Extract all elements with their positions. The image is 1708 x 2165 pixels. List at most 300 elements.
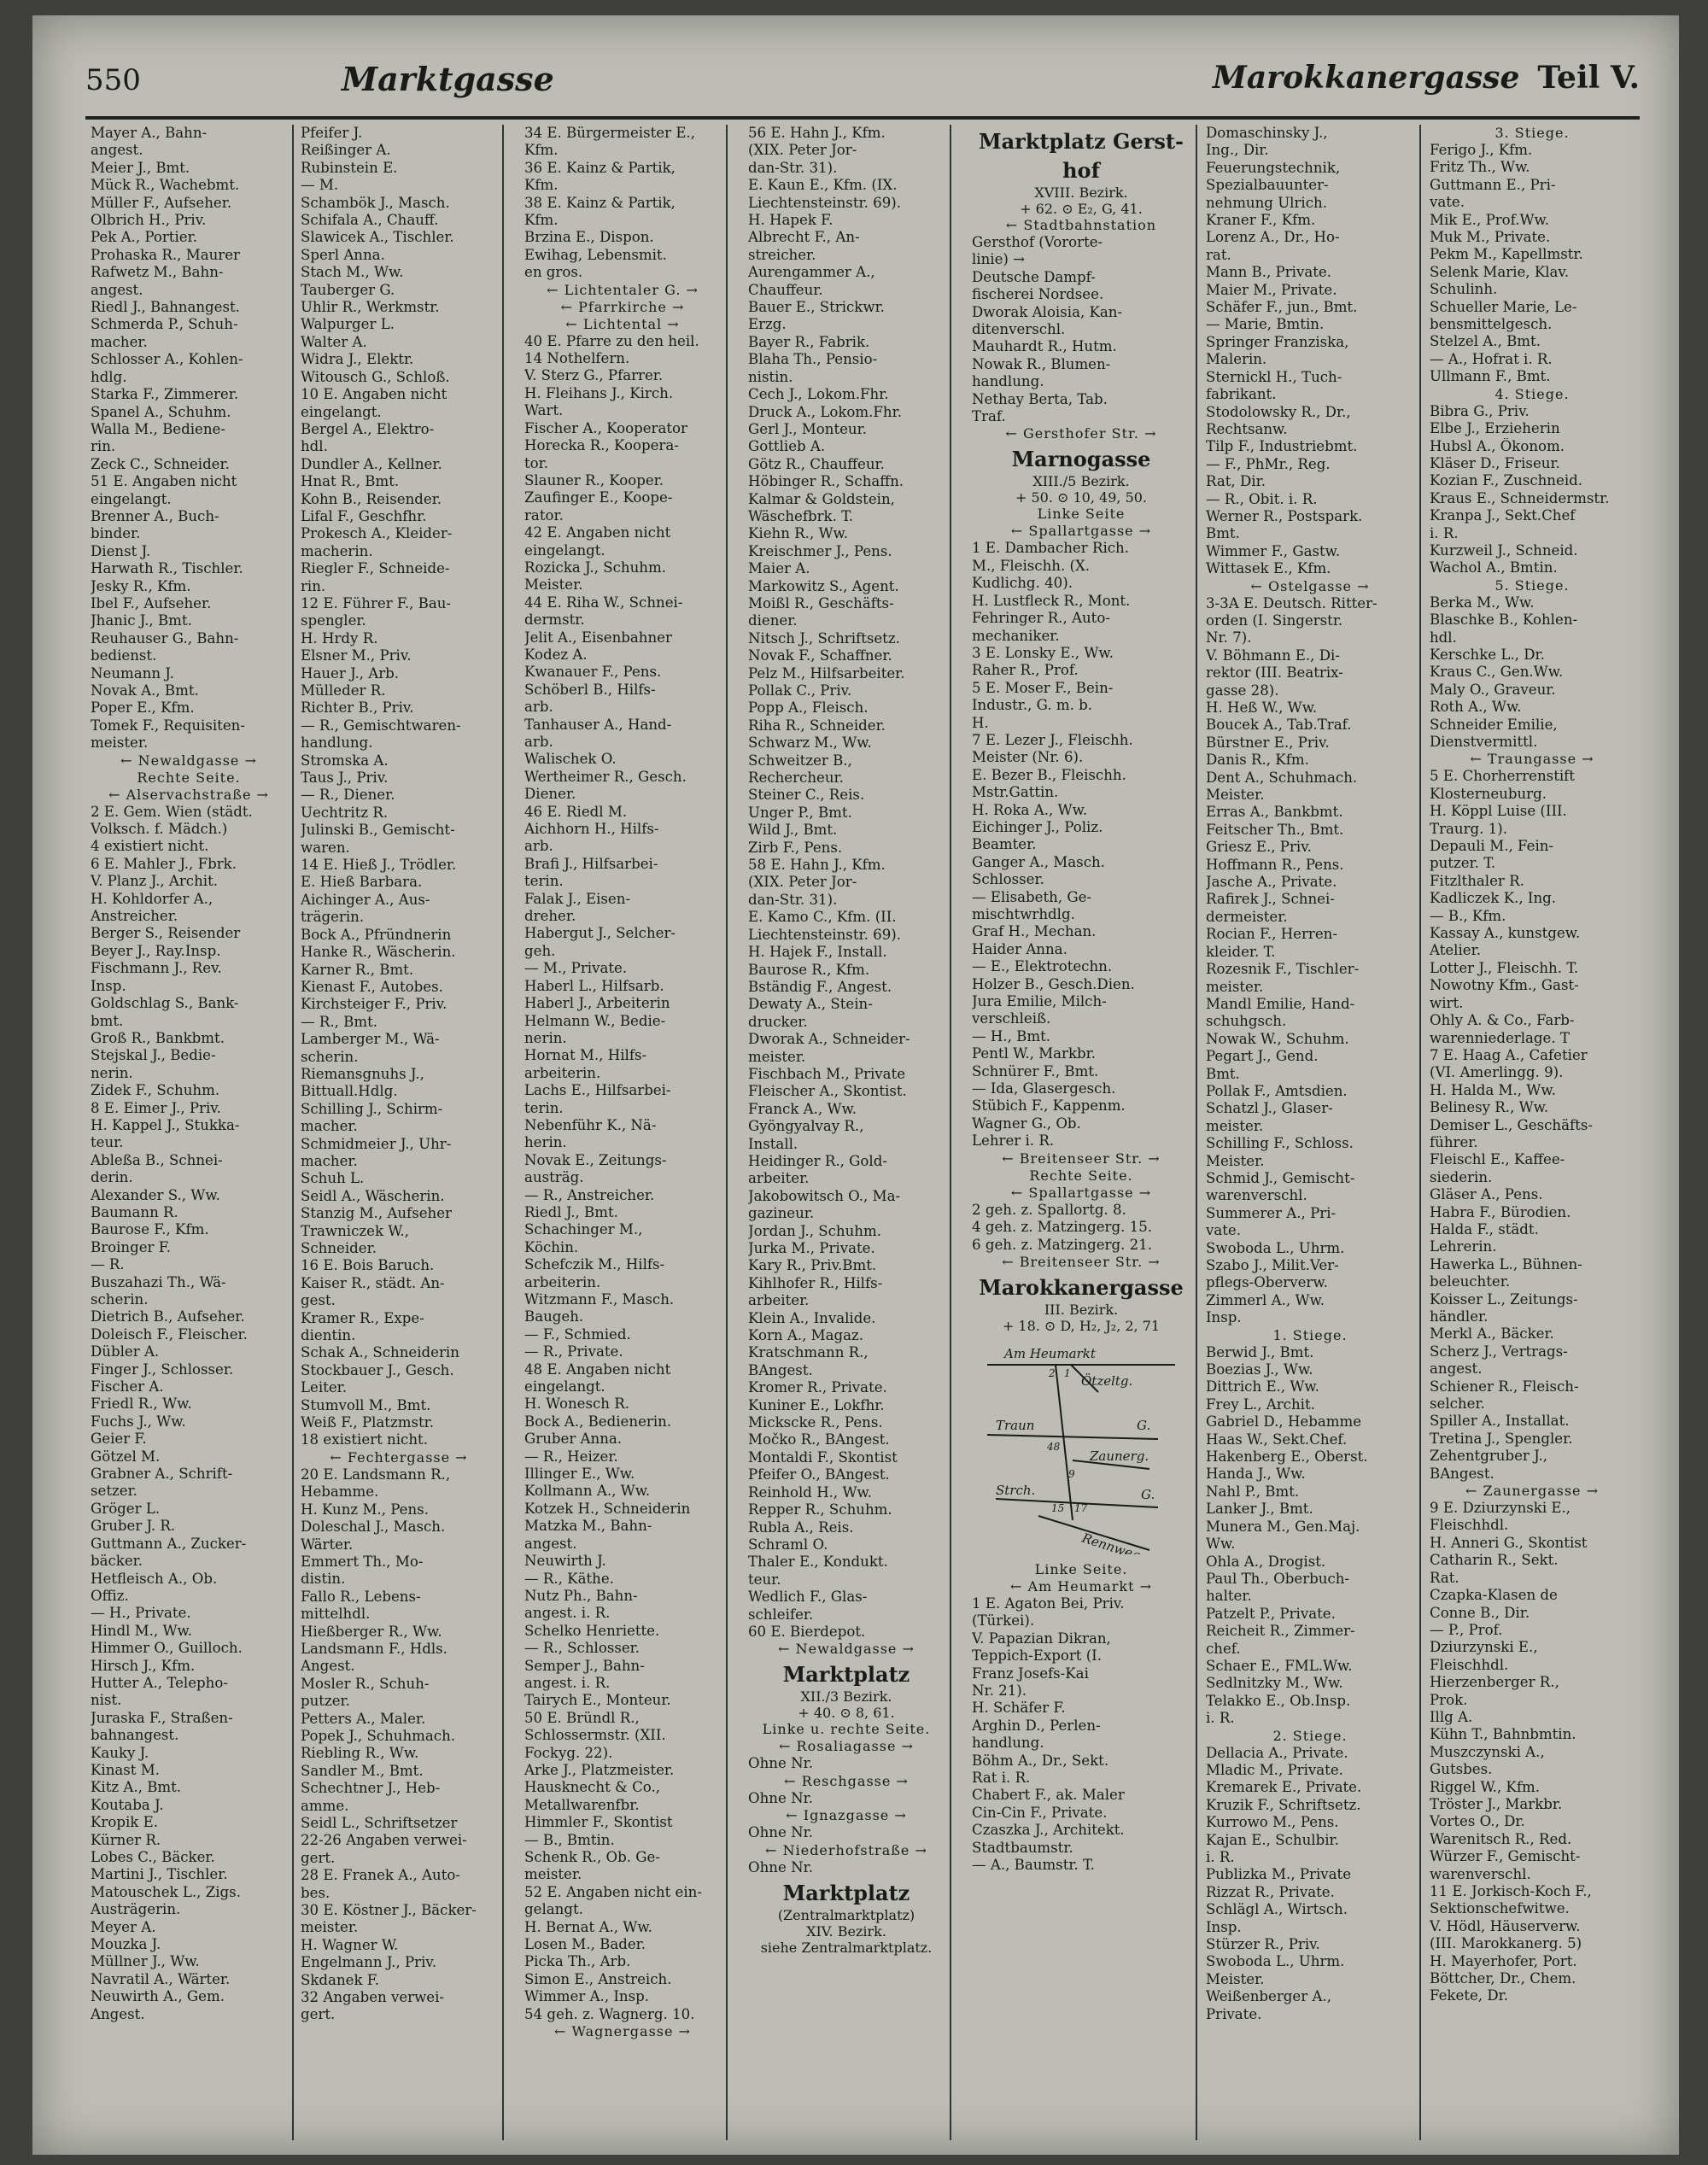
- directory-line: putzer.: [301, 1693, 350, 1710]
- directory-line: Meister.: [524, 576, 583, 594]
- directory-line: Domaschinsky J.,: [1206, 125, 1328, 141]
- directory-line: Publizka M., Private: [1206, 1866, 1352, 1883]
- directory-line: arbeiter.: [748, 1170, 810, 1187]
- directory-line: distin.: [301, 1571, 346, 1588]
- directory-line: Metallwarenfbr.: [524, 1796, 640, 1813]
- directory-line: Riebling R., Ww.: [301, 1745, 419, 1762]
- directory-line: ← Breitenseer Str. →: [1002, 1150, 1161, 1167]
- directory-line: bes.: [301, 1884, 330, 1901]
- directory-line: Hebamme.: [301, 1483, 379, 1501]
- directory-line: diener.: [748, 612, 798, 629]
- directory-line: Schulinh.: [1430, 281, 1498, 298]
- directory-line: 1 E. Agaton Bei, Priv.: [972, 1594, 1125, 1612]
- directory-line: gest.: [301, 1292, 336, 1309]
- directory-line: 11 E. Jorkisch-Koch F.,: [1430, 1883, 1592, 1899]
- directory-line: Fekete, Dr.: [1430, 1987, 1509, 2004]
- directory-line: scherin.: [91, 1291, 149, 1308]
- directory-line: pflegs-Oberverw.: [1206, 1274, 1328, 1291]
- directory-line: Ewihag, Lebensmit.: [524, 246, 667, 263]
- directory-line: Gerl J., Monteur.: [748, 420, 868, 437]
- directory-line: gert.: [301, 1849, 336, 1866]
- directory-line: Swoboda L., Uhrm.: [1206, 1239, 1345, 1256]
- directory-line: Korn A., Magaz.: [748, 1327, 864, 1344]
- directory-line: Tauberger G.: [301, 281, 395, 298]
- directory-line: Slauner R., Kooper.: [524, 471, 664, 489]
- directory-line: Močko R., BAngest.: [748, 1431, 890, 1448]
- directory-line: Stejskal J., Bedie-: [91, 1047, 216, 1064]
- directory-line: Schambök J., Masch.: [301, 194, 450, 211]
- directory-line: Tilp F., Industriebmt.: [1206, 438, 1358, 455]
- directory-line: handlung.: [301, 734, 373, 752]
- directory-line: Offiz.: [91, 1587, 129, 1604]
- directory-line: Nowak W., Schuhm.: [1206, 1030, 1349, 1047]
- directory-line: Kruzik F., Schriftsetz.: [1206, 1796, 1361, 1813]
- directory-line: Wagner G., Ob.: [972, 1115, 1081, 1132]
- directory-line: putzer. T.: [1430, 855, 1496, 872]
- directory-line: fischerei Nordsee.: [972, 286, 1104, 303]
- directory-line: 30 E. Köstner J., Bäcker-: [301, 1902, 477, 1919]
- directory-line: Petters A., Maler.: [301, 1710, 426, 1727]
- directory-line: Rubla A., Reis.: [748, 1518, 854, 1536]
- directory-line: Riedl J., Bmt.: [524, 1203, 618, 1220]
- directory-line: halter.: [1206, 1588, 1252, 1605]
- directory-line: Schenk R., Ob. Ge-: [524, 1849, 660, 1865]
- directory-line: nehmung Ulrich.: [1206, 194, 1327, 211]
- directory-line: Mickscke R., Pens.: [748, 1414, 883, 1431]
- directory-line: — R., Heizer.: [524, 1448, 618, 1465]
- directory-line: — R., Diener.: [301, 787, 395, 804]
- directory-line: Seidl L., Schriftsetzer: [301, 1815, 458, 1831]
- directory-line: Götzel M.: [91, 1448, 161, 1465]
- directory-line: händler.: [1430, 1308, 1489, 1325]
- directory-line: Danis R., Kfm.: [1206, 752, 1309, 769]
- directory-line: Goldschlag S., Bank-: [91, 995, 239, 1012]
- directory-line: Schefczik M., Hilfs-: [524, 1256, 665, 1273]
- directory-line: Götz R., Chauffeur.: [748, 455, 885, 472]
- directory-line: Catharin R., Sekt.: [1430, 1552, 1559, 1569]
- directory-line: Kozian F., Zuschneid.: [1430, 472, 1583, 489]
- directory-line: Industr., G. m. b.: [972, 697, 1093, 714]
- directory-line: bäcker.: [91, 1553, 143, 1570]
- directory-line: Novak F., Schaffner.: [748, 647, 892, 664]
- directory-line: Wäschefbrk. T.: [748, 507, 854, 524]
- directory-line: Elsner M., Priv.: [301, 647, 412, 664]
- directory-line: Stumvoll M., Bmt.: [301, 1396, 431, 1413]
- directory-line: ← Breitenseer Str. →: [1002, 1253, 1161, 1270]
- directory-line: Kraus C., Gen.Ww.: [1430, 664, 1564, 681]
- directory-line: Popek J., Schuhmach.: [301, 1727, 456, 1744]
- directory-line: meister.: [524, 1866, 582, 1883]
- directory-line: Boezias J., Ww.: [1206, 1361, 1313, 1378]
- directory-line: Mik E., Prof.Ww.: [1430, 211, 1550, 228]
- directory-line: Koisser L., Zeitungs-: [1430, 1290, 1578, 1308]
- directory-line: Horecka R., Koopera-: [524, 437, 679, 454]
- directory-line: Neumann J.: [91, 664, 174, 682]
- directory-line: Steiner C., Reis.: [748, 787, 865, 804]
- directory-line: Bock A., Pfründnerin: [301, 926, 452, 943]
- directory-line: Prokesch A., Kleider-: [301, 525, 453, 542]
- directory-line: Walpurger L.: [301, 316, 395, 333]
- directory-line: H. Anneri G., Skontist: [1430, 1534, 1588, 1551]
- directory-line: Wachol A., Bmtin.: [1430, 559, 1558, 576]
- directory-line: Prok.: [1430, 1691, 1468, 1708]
- directory-line: terin.: [524, 1099, 564, 1116]
- column-4: [743, 125, 951, 2140]
- directory-line: — B., Bmtin.: [524, 1831, 615, 1848]
- directory-line: Zidek F., Schuhm.: [91, 1082, 220, 1099]
- directory-line: 54 geh. z. Wagnerg. 10.: [524, 2005, 695, 2022]
- directory-line: Schwarz M., Ww.: [748, 734, 872, 752]
- directory-line: Griesz E., Priv.: [1206, 839, 1312, 856]
- directory-line: eingelangt.: [91, 490, 172, 507]
- directory-line: Kurzweil J., Schneid.: [1430, 541, 1578, 559]
- directory-line: H. Köppl Luise (III.: [1430, 803, 1567, 820]
- directory-line: Schmerda P., Schuh-: [91, 316, 238, 333]
- directory-line: 22-26 Angaben verwei-: [301, 1832, 467, 1849]
- directory-line: Schraml O.: [748, 1536, 828, 1553]
- directory-line: Kassay A., kunstgew.: [1430, 925, 1581, 942]
- directory-line: Haberl J., Arbeiterin: [524, 995, 670, 1012]
- directory-line: Werner R., Postspark.: [1206, 507, 1363, 524]
- directory-line: Sektionschefwitwe.: [1430, 1900, 1570, 1917]
- directory-line: Riegler F., Schneide-: [301, 560, 450, 577]
- directory-line: — B., Kfm.: [1430, 907, 1506, 924]
- directory-line: Witzmann F., Masch.: [524, 1291, 675, 1308]
- directory-line: Rat, Dir.: [1206, 473, 1266, 490]
- directory-line: (Zentralmarktplatz): [777, 1906, 915, 1923]
- directory-line: Lehrer i. R.: [972, 1132, 1055, 1150]
- directory-line: Bürstner E., Priv.: [1206, 734, 1330, 751]
- directory-line: 50 E. Bründl R.,: [524, 1709, 640, 1726]
- directory-line: i. R.: [1206, 1849, 1235, 1865]
- directory-line: Dziurzynski E.,: [1430, 1639, 1538, 1656]
- directory-line: Falak J., Eisen-: [524, 890, 631, 907]
- directory-line: setzer.: [91, 1483, 137, 1500]
- directory-line: III. Bezirk.: [1044, 1301, 1119, 1318]
- directory-line: Müller F., Aufseher.: [91, 194, 232, 211]
- directory-line: H. Mayerhofer, Port.: [1430, 1952, 1577, 1969]
- directory-line: Marokkanergasse: [979, 1274, 1184, 1300]
- directory-line: Kfm.: [524, 212, 559, 229]
- directory-line: Losen M., Bader.: [524, 1936, 646, 1953]
- map-label-heumarkt: Am Heumarkt: [1004, 1345, 1096, 1361]
- directory-line: Baurose R., Kfm.: [748, 961, 870, 978]
- directory-line: Kirchsteiger F., Priv.: [301, 996, 447, 1013]
- directory-line: Gutsbes.: [1430, 1761, 1493, 1778]
- directory-line: 18 existiert nicht.: [301, 1431, 428, 1448]
- directory-line: macher.: [301, 1118, 358, 1135]
- directory-line: Habergut J., Selcher-: [524, 925, 676, 942]
- directory-line: Landsmann F., Hdls.: [301, 1640, 447, 1657]
- directory-line: 38 E. Kainz & Partik,: [524, 194, 676, 211]
- directory-line: V. Böhmann E., Di-: [1206, 647, 1340, 664]
- directory-line: Kiehn R., Ww.: [748, 525, 849, 542]
- directory-line: Jelit A., Eisenbahner: [524, 629, 672, 646]
- directory-line: Hoffmann R., Pens.: [1206, 856, 1344, 873]
- directory-line: Paul Th., Oberbuch-: [1206, 1570, 1350, 1587]
- directory-line: verschleiß.: [972, 1010, 1051, 1027]
- directory-line: eingelangt.: [301, 403, 382, 420]
- directory-line: Selenk Marie, Klav.: [1430, 263, 1570, 280]
- directory-line: Marktplatz Gerst-: [979, 129, 1184, 154]
- directory-line: Böhm A., Dr., Sekt.: [972, 1752, 1109, 1769]
- directory-line: Schmidmeier J., Uhr-: [301, 1135, 452, 1152]
- directory-line: Habra F., Bürodien.: [1430, 1203, 1571, 1220]
- directory-line: Meister.: [1206, 1152, 1265, 1169]
- directory-line: Kläser D., Friseur.: [1430, 454, 1560, 471]
- directory-line: rektor (III. Beatrix-: [1206, 664, 1343, 682]
- directory-line: Schuh L.: [301, 1170, 365, 1187]
- directory-line: — M.: [301, 177, 339, 194]
- column-3: [519, 125, 728, 2140]
- page-header: [85, 56, 1640, 120]
- directory-line: — Marie, Bmtin.: [1206, 316, 1325, 333]
- directory-line: Lifal F., Geschfhr.: [301, 507, 427, 524]
- directory-line: Schifala A., Chauff.: [301, 212, 439, 229]
- directory-line: Mstr.Gattin.: [972, 784, 1059, 801]
- directory-line: + 50. ⊙ 10, 49, 50.: [1015, 489, 1148, 506]
- directory-line: Patzelt P., Private.: [1206, 1605, 1336, 1622]
- directory-line: ← Reschgasse →: [784, 1772, 909, 1789]
- directory-line: — R., Anstreicher.: [524, 1186, 655, 1203]
- directory-line: Rocian F., Herren-: [1206, 926, 1337, 943]
- directory-line: Frey L., Archit.: [1206, 1396, 1315, 1413]
- directory-line: Schatzl J., Glaser-: [1206, 1100, 1333, 1117]
- directory-line: Kürner R.: [91, 1831, 161, 1848]
- directory-line: austräg.: [524, 1169, 584, 1186]
- directory-line: Gottlieb A.: [748, 438, 826, 455]
- directory-line: Kollmann A., Ww.: [524, 1483, 651, 1500]
- directory-line: herin.: [524, 1134, 567, 1151]
- directory-line: — R., Käthe.: [524, 1570, 614, 1587]
- directory-line: Maier A.: [748, 560, 810, 577]
- directory-line: Pek A., Portier.: [91, 229, 197, 246]
- directory-line: ← Lichtental →: [565, 315, 680, 332]
- directory-line: Reinhold H., Ww.: [748, 1483, 873, 1501]
- directory-line: teur.: [748, 1571, 781, 1588]
- directory-line: Fitzlthaler R.: [1430, 872, 1524, 889]
- map-number-2: 2: [1049, 1366, 1056, 1379]
- directory-line: — R., Private.: [524, 1343, 623, 1360]
- directory-line: Beamter.: [972, 836, 1037, 853]
- directory-line: + 40. ⊙ 8, 61.: [798, 1705, 895, 1722]
- directory-line: H. Lustfleck R., Mont.: [972, 592, 1131, 609]
- directory-line: Hakenberg E., Oberst.: [1206, 1448, 1368, 1466]
- directory-line: Schlägl A., Wirtsch.: [1206, 1901, 1348, 1918]
- directory-line: Hirsch J., Kfm.: [91, 1657, 196, 1674]
- directory-line: Dübler A.: [91, 1343, 160, 1360]
- part-label: Teil V.: [1537, 60, 1640, 96]
- directory-line: Install.: [748, 1135, 798, 1152]
- directory-line: Julinski B., Gemischt-: [301, 822, 455, 839]
- directory-line: Picka Th., Arb.: [524, 1953, 631, 1970]
- directory-line: Hauer J., Arb.: [301, 664, 400, 682]
- directory-line: Blaha Th., Pensio-: [748, 351, 878, 368]
- directory-line: Vortes O., Dr.: [1430, 1813, 1525, 1830]
- directory-line: Lehrerin.: [1430, 1238, 1497, 1255]
- directory-line: Marktplatz: [782, 1662, 910, 1688]
- directory-line: Höbinger R., Schaffn.: [748, 473, 904, 490]
- directory-line: Cin-Cin F., Private.: [972, 1804, 1108, 1821]
- directory-line: Baumann R.: [91, 1203, 178, 1220]
- directory-line: Finger J., Schlosser.: [91, 1360, 234, 1378]
- directory-line: Guttmann A., Zucker-: [91, 1535, 247, 1552]
- directory-line: Gröger L.: [91, 1500, 161, 1517]
- directory-line: Depauli M., Fein-: [1430, 838, 1554, 855]
- left-running-title: Marktgasse: [342, 60, 554, 98]
- directory-line: handlung.: [972, 1735, 1044, 1752]
- directory-line: Kraner F., Kfm.: [1206, 212, 1316, 229]
- directory-line: Brzina E., Dispon.: [524, 229, 654, 246]
- map-number-17: 17: [1074, 1501, 1088, 1514]
- directory-line: Beyer J., Ray.Insp.: [91, 942, 221, 959]
- directory-line: Pentl W., Markbr.: [972, 1045, 1097, 1062]
- directory-line: Munera M., Gen.Maj.: [1206, 1518, 1360, 1535]
- directory-line: beleuchter.: [1430, 1273, 1511, 1290]
- directory-line: 1. Stiege.: [1272, 1326, 1348, 1343]
- directory-line: Kromer R., Private.: [748, 1379, 887, 1396]
- directory-line: Roth A., Ww.: [1430, 699, 1522, 716]
- directory-line: meister.: [1206, 1117, 1264, 1134]
- directory-line: warenverschl.: [1430, 1865, 1531, 1882]
- directory-line: V. Hödl, Häuserverw.: [1430, 1917, 1581, 1934]
- directory-line: hdl.: [1430, 629, 1457, 646]
- directory-line: selcher.: [1430, 1396, 1485, 1413]
- directory-line: Olbrich H., Priv.: [91, 212, 207, 229]
- directory-line: Kranpa J., Sekt.Chef: [1430, 507, 1576, 524]
- directory-line: E. Hieß Barbara.: [301, 874, 423, 891]
- directory-line: Matzka M., Bahn-: [524, 1518, 652, 1535]
- directory-line: 2 geh. z. Spallortg. 8.: [972, 1201, 1126, 1218]
- directory-line: i. R.: [1206, 1710, 1235, 1727]
- directory-line: Repper R., Schuhm.: [748, 1501, 892, 1518]
- directory-line: Kaiser R., städt. An-: [301, 1274, 445, 1291]
- directory-line: dermstr.: [524, 611, 585, 629]
- directory-line: 2. Stiege.: [1272, 1727, 1348, 1744]
- directory-line: Tairych E., Monteur.: [524, 1692, 671, 1709]
- directory-line: Kihlhofer R., Hilfs-: [748, 1274, 883, 1291]
- directory-line: Berger S., Reisender: [91, 925, 241, 942]
- directory-line: Sandler M., Bmt.: [301, 1762, 424, 1779]
- directory-line: 7 E. Haag A., Cafetier: [1430, 1046, 1588, 1063]
- directory-line: 32 Angaben verwei-: [301, 1989, 445, 2006]
- directory-line: Alexander S., Ww.: [91, 1186, 220, 1203]
- directory-line: dreher.: [524, 908, 576, 925]
- directory-line: macher.: [91, 333, 148, 350]
- directory-line: Ohla A., Drogist.: [1206, 1553, 1326, 1570]
- directory-line: 36 E. Kainz & Partik,: [524, 159, 676, 176]
- directory-line: Kühn T., Bahnbmtin.: [1430, 1726, 1576, 1743]
- directory-line: Haas W., Sekt.Chef.: [1206, 1431, 1348, 1448]
- directory-line: Erzg.: [748, 316, 787, 333]
- map-label-rennweg: Rennweg: [1079, 1530, 1143, 1554]
- directory-line: Ibel F., Aufseher.: [91, 594, 212, 611]
- directory-line: Harwath R., Tischler.: [91, 560, 243, 577]
- directory-line: eingelangt.: [524, 1378, 605, 1396]
- directory-line: vate.: [1206, 1222, 1242, 1239]
- directory-line: 12 E. Führer F., Bau-: [301, 594, 452, 611]
- directory-line: Poper E., Kfm.: [91, 699, 195, 717]
- directory-line: derin.: [91, 1169, 133, 1186]
- directory-line: Maier M., Private.: [1206, 281, 1337, 298]
- directory-line: Uhlir R., Werkmstr.: [301, 299, 440, 316]
- directory-line: Kramer R., Expe-: [301, 1309, 424, 1326]
- directory-line: Kwanauer F., Pens.: [524, 664, 662, 681]
- directory-line: Riedl J., Bahnangest.: [91, 299, 240, 316]
- directory-line: Mayer A., Bahn-: [91, 125, 208, 141]
- directory-line: ← Spallartgasse →: [1010, 523, 1152, 540]
- map-label-strch: Strch.: [996, 1482, 1036, 1498]
- directory-line: Volksch. f. Mädch.): [91, 821, 228, 838]
- directory-line: Moißl R., Geschäfts-: [748, 594, 894, 611]
- directory-line: Elbe J., Erzieherin: [1430, 420, 1560, 437]
- directory-line: angest.: [91, 281, 143, 298]
- directory-line: 3-3A E. Deutsch. Ritter-: [1206, 594, 1378, 611]
- directory-line: tor.: [524, 454, 549, 471]
- directory-line: E. Kamo C., Kfm. (II.: [748, 909, 897, 926]
- directory-line: Lanker J., Bmt.: [1206, 1501, 1313, 1518]
- directory-line: Ohne Nr.: [748, 1755, 813, 1772]
- directory-line: 8 E. Eimer J., Priv.: [91, 1099, 221, 1116]
- directory-line: Gyöngyalvay R.,: [748, 1118, 864, 1135]
- directory-line: Guttmann E., Pri-: [1430, 176, 1556, 193]
- directory-line: Kropik E.: [91, 1814, 158, 1831]
- directory-line: H. Wonesch R.: [524, 1396, 629, 1413]
- directory-line: 44 E. Riha W., Schnei-: [524, 594, 683, 611]
- directory-line: Schilling F., Schloss.: [1206, 1135, 1354, 1152]
- directory-line: Mück R., Wachebmt.: [91, 177, 240, 194]
- directory-line: Schäfer F., jun., Bmt.: [1206, 299, 1358, 316]
- directory-line: (XIX. Peter Jor-: [748, 142, 857, 159]
- directory-line: Himmler F., Skontist: [524, 1814, 673, 1831]
- directory-line: 60 E. Bierdepot.: [748, 1623, 866, 1640]
- directory-line: Nutz Ph., Bahn-: [524, 1587, 638, 1604]
- directory-line: Atelier.: [1430, 942, 1481, 959]
- directory-line: H. Roka A., Ww.: [972, 801, 1088, 818]
- directory-line: Wittasek E., Kfm.: [1206, 560, 1331, 577]
- directory-line: Dietrich B., Aufseher.: [91, 1308, 245, 1325]
- directory-line: 14 E. Hieß J., Trödler.: [301, 857, 457, 874]
- directory-line: Riha R., Schneider.: [748, 717, 886, 734]
- directory-line: Montaldi F., Skontist: [748, 1448, 898, 1466]
- directory-line: dermeister.: [1206, 908, 1288, 925]
- directory-line: + 62. ⊙ E₂, G, 41.: [1020, 201, 1143, 217]
- directory-line: Richter B., Priv.: [301, 699, 414, 717]
- directory-line: Pelz M., Hilfsarbeiter.: [748, 664, 905, 682]
- directory-line: Brenner A., Buch-: [91, 507, 219, 524]
- directory-line: Stodolowsky R., Dr.,: [1206, 403, 1351, 420]
- directory-line: Wimmer A., Insp.: [524, 1988, 650, 2005]
- directory-line: Schöberl B., Hilfs-: [524, 681, 656, 698]
- directory-line: Ohly A. & Co., Farb-: [1430, 1012, 1575, 1029]
- directory-line: Seidl A., Wäscherin.: [301, 1187, 445, 1204]
- directory-line: Chauffeur.: [748, 281, 823, 298]
- directory-line: H. Kunz M., Pens.: [301, 1501, 429, 1518]
- directory-line: Ohne Nr.: [748, 1789, 813, 1806]
- directory-line: Fehringer R., Auto-: [972, 610, 1110, 627]
- directory-line: Bmt.: [1206, 525, 1240, 542]
- directory-line: Taus J., Priv.: [301, 769, 389, 787]
- directory-line: Dworak Aloisia, Kan-: [972, 303, 1123, 320]
- directory-line: Rubinstein E.: [301, 159, 398, 176]
- directory-line: — H., Bmt.: [972, 1027, 1051, 1044]
- map-label-strch-g: G.: [1141, 1486, 1155, 1502]
- directory-line: Rafirek J., Schnei-: [1206, 891, 1335, 908]
- directory-line: Navratil A., Wärter.: [91, 1970, 231, 1987]
- directory-line: terin.: [524, 873, 564, 890]
- directory-line: Meister.: [1206, 1970, 1265, 1987]
- directory-line: Berka M., Ww.: [1430, 594, 1535, 611]
